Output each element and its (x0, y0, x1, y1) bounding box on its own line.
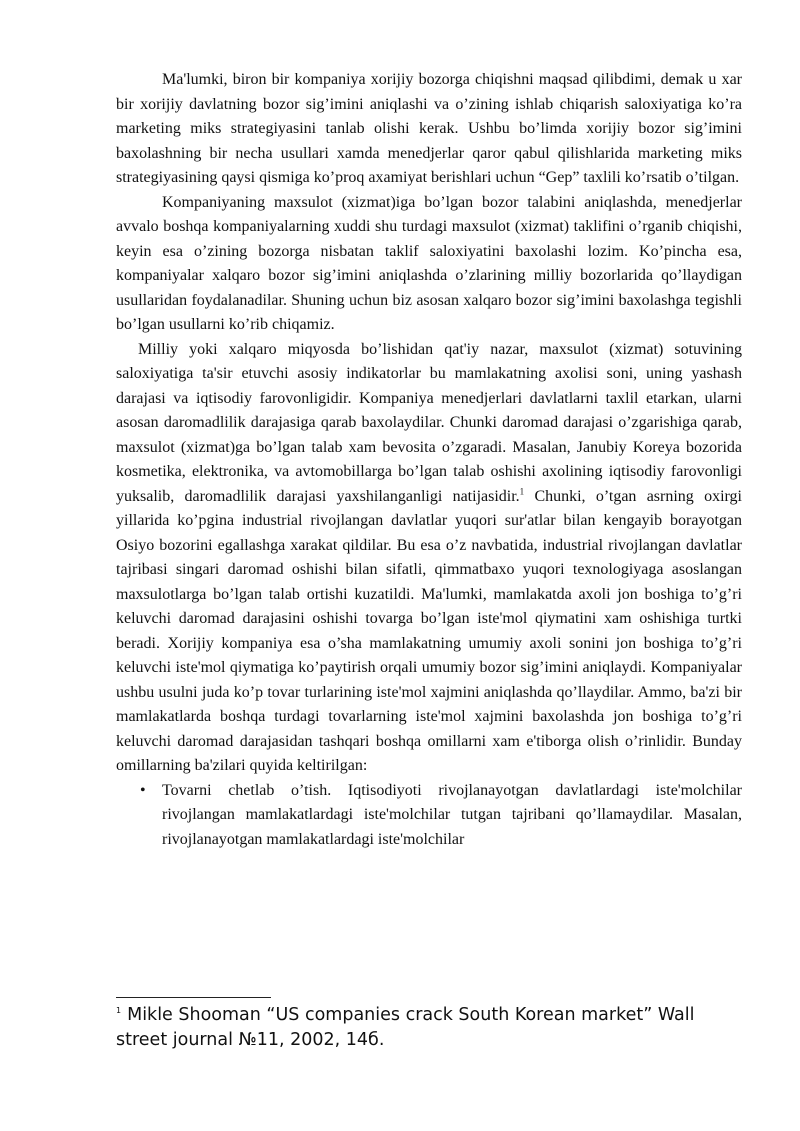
footnote-mark: 1 (116, 1006, 122, 1016)
list-item (116, 779, 742, 853)
paragraph-3-text-a: Milliy yoki xalqaro miqyosda bo’lishidan qat'iy nazar, maxsulot (xizmat) sotuvining saloxiyatiga ta'sir etuvchi asosiy indikatorlar bu mamlakatning axolisi soni, uning yashash darajasi va iqtisodiy farovonligidir. Kompaniya menedjerlari davlatlarni taxlil etarkan, ularni asosan daromadlilik darajasiga qarab baxolaydilar. Chunki daromad darajasi o’zgarishiga qarab, maxsulot (xizmat)ga bo’lgan talab xam bevosita o’zgaradi. Masalan, Janubiy Koreya bozorida kosmetika, elektronika, va avtomobillarga bo’lgan talab oshishi axolining iqtisodiy farovonligi yuksalib, daromadlilik darajasi yaxshilanganligi natijasidir. (116, 340, 742, 505)
bullet-text: Tovarni chetlab o’tish. Iqtisodiyoti rivojlanayotgan davlatlardagi iste'molchilar rivojlangan mamlakatlardagi iste'molchilar tutgan tajribani qo’llamaydilar. Masalan, rivojlanayotgan mamlakatlardagi iste'molchilar (162, 781, 742, 848)
footnote-separator (116, 997, 271, 998)
paragraph-3-text-b: Chunki, o’tgan asrning oxirgi yillarida ko’pgina industrial rivojlangan davlatlar yuqori sur'atlar bilan kengayib borayotgan Osiyo bozorini egallashga xarakat qildilar. Bu esa o’z navbatida, industrial rivojlangan davlatlar tajribasi singari daromad oshishi bilan sifatli, qimmatbaxo yuqori texnologiyaga asoslangan maxsulotlarga bo’lgan talab ortishi kuzatildi. Ma'lumki, mamlakatda axoli jon boshiga to’g’ri keluvchi daromad darajasini oshishi tovarga bo’lgan iste'mol qiymatini xam oshishiga turtki beradi. Xorijiy kompaniya esa o’sha mamlakatning umumiy axoli sonini jon boshiga to’g’ri keluvchi iste'mol qiymatiga ko’paytirish orqali umumiy bozor sig’imini aniqlaydi. Kompaniyalar ushbu usulni juda ko’p tovar turlarining iste'mol xajmini aniqlashda qo’llaydilar. Ammo, ba'zi bir mamlakatlarda boshqa turdagi tovarlarning iste'mol xajmini baxolashda jon boshiga to’g’ri keluvchi daromad darajasidan tashqari boshqa omillarni xam e'tiborga olish o’rinlidir. Bunday omillarning ba'zilari quyida keltirilgan: (116, 487, 742, 774)
body-text (116, 68, 742, 852)
footnote (116, 1003, 736, 1053)
footnote-reference[interactable]: 1 (519, 486, 525, 497)
bullet-icon: • (140, 781, 146, 799)
bullet-list (116, 779, 742, 853)
paragraph-1: Ma'lumki, biron bir kompaniya xorijiy bozorga chiqishni maqsad qilibdimi, demak u xar bir xorijiy davlatning bozor sig’imini aniqlashi va o’zining ishlab chiqarish saloxiyatiga ko’ra marketing miks strategiyasini tanlab olishi kerak. Ushbu bo’limda xorijiy bozor sig’imini baxolashning bir necha usullari xamda menedjerlar qaror qabul qilishlarida marketing miks strategiyasining qaysi qismiga ko’proq axamiyat berishlari uchun “Gep” taxlili ko’rsatib o’tilgan. (116, 71, 742, 186)
paragraph-3 (116, 338, 742, 779)
paragraph-2: Kompaniyaning maxsulot (xizmat)iga bo’lgan bozor talabini aniqlashda, menedjerlar avvalo boshqa kompaniyalarning xuddi shu turdagi maxsulot (xizmat) taklifini o’rganib chiqishi, keyin esa o’zining bozorga nisbatan taklif saloxiyatini baxolashi lozim. Ko’pincha esa, kompaniyalar xalqaro bozor sig’imini aniqlashda o’zlarining milliy bozorlarida qo’llaydigan usullaridan foydalanadilar. Shuning uchun biz asosan xalqaro bozor sig’imini baxolashga tegishli bo’lgan usullarni ko’rib chiqamiz. (116, 193, 742, 333)
footnote-text: Mikle Shooman “US companies crack South Korean market” Wall street journal №11, 2002, 14б. (116, 1005, 695, 1050)
